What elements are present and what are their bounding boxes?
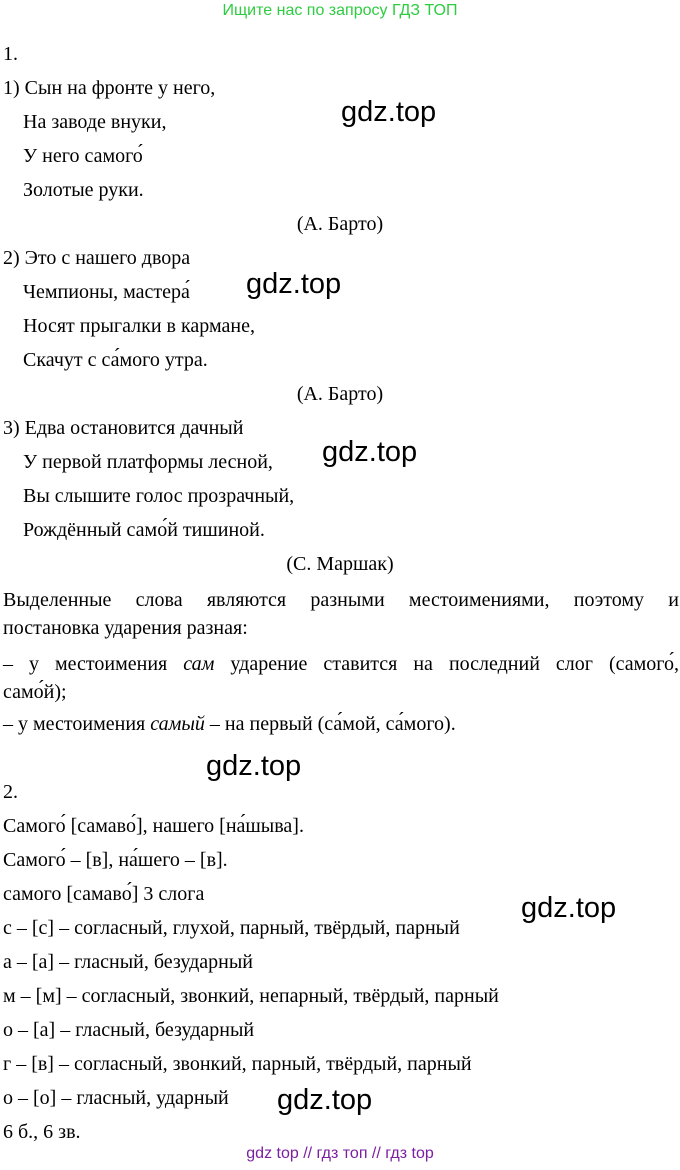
poem-1-line: На заводе внуки, [23, 111, 167, 133]
poem-1-line: У него самого́ [23, 145, 143, 167]
phonetic-summary: 6 б., 6 зв. [3, 1121, 81, 1143]
watermark: gdz.top [341, 96, 437, 128]
explanation-line: Выделенные слова являются разными местоимениями, поэтому и [3, 589, 679, 611]
phonetic-line: о – [о] – гласный, ударный [3, 1087, 229, 1109]
poem-1-author: (А. Барто) [296, 213, 384, 235]
rule-samyi-text: – на первый (са́мой, са́мого). [204, 713, 456, 735]
phonetic-line: г – [в] – согласный, звонкий, парный, твёрдый, парный [3, 1053, 472, 1075]
poem-3-line: 3) Едва остановится дачный [3, 417, 244, 439]
phonetic-line: с – [с] – согласный, глухой, парный, твёрдый, парный [3, 917, 460, 939]
poem-3-line: Вы слышите голос прозрачный, [23, 485, 295, 507]
phonetic-line: самого [самаво́] 3 слога [3, 883, 205, 905]
watermark: gdz.top [277, 1084, 373, 1116]
rule-sam-word: сам [183, 653, 215, 675]
rule-sam [3, 652, 679, 676]
poem-3-line: У первой платформы лесной, [23, 451, 273, 473]
phonetic-line: Самого́ [самаво́], нашего [на́шыва]. [3, 815, 304, 837]
watermark: gdz.top [246, 268, 342, 300]
poem-1-line: Золотые руки. [23, 179, 144, 201]
poem-2-line: Скачут с са́мого утра. [23, 349, 208, 371]
watermark: gdz.top [322, 436, 418, 468]
rule-samyi-word: самый [150, 713, 205, 735]
search-banner: Ищите нас по запросу ГДЗ ТОП [222, 2, 458, 19]
explanation-line: постановка ударения разная: [3, 617, 248, 639]
rule-samyi-prefix: – у местоимения [3, 713, 151, 735]
poem-1-line: 1) Сын на фронте у него, [3, 77, 216, 99]
phonetic-line: а – [а] – гласный, безударный [3, 951, 253, 973]
poem-2-line: 2) Это с нашего двора [3, 247, 191, 269]
rule-samyi [3, 712, 456, 736]
phonetic-line: о – [а] – гласный, безударный [3, 1019, 255, 1041]
watermark: gdz.top [521, 892, 617, 924]
poem-3-author: (С. Маршак) [286, 553, 394, 575]
rule-sam-prefix: – у местоимения [3, 653, 184, 675]
footer-links: gdz top // гдз топ // гдз top [246, 1145, 434, 1162]
section-2-number: 2. [3, 781, 18, 803]
poem-2-line: Чемпионы, мастера́ [23, 281, 190, 303]
rule-sam-continuation: само́й); [3, 681, 67, 703]
phonetic-line: Самого́ – [в], на́шего – [в]. [3, 849, 228, 871]
rule-sam-text: ударение ставится на последний слог (самого́, [214, 653, 680, 675]
section-1-number: 1. [3, 43, 18, 65]
poem-3-line: Рождённый само́й тишиной. [23, 519, 265, 541]
poem-2-line: Носят прыгалки в кармане, [23, 315, 255, 337]
watermark: gdz.top [206, 750, 302, 782]
poem-2-author: (А. Барто) [296, 383, 384, 405]
phonetic-line: м – [м] – согласный, звонкий, непарный, твёрдый, парный [3, 985, 499, 1007]
